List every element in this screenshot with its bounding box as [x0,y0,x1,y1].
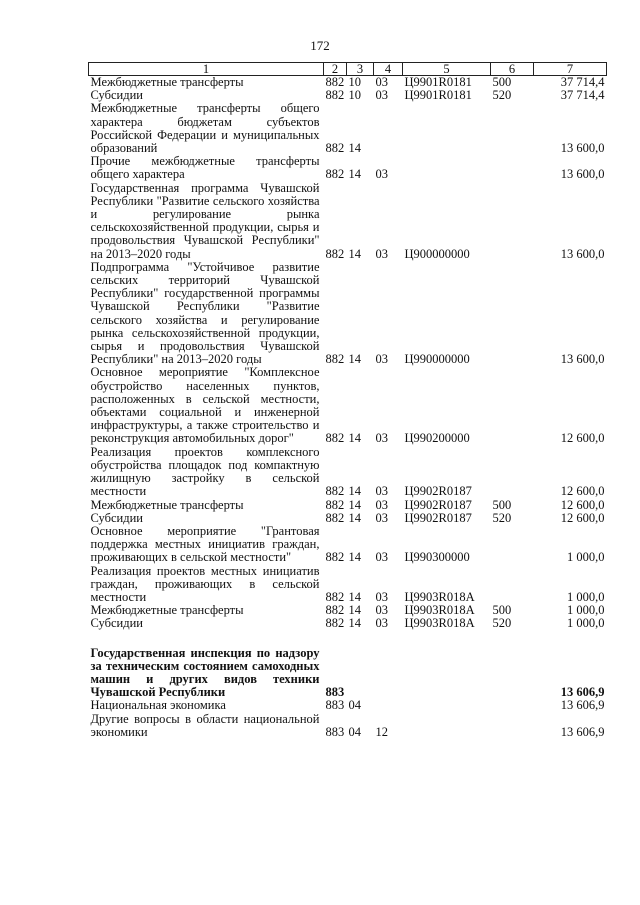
amount-cell: 13 606,9 [560,685,605,700]
row-name-cell: Основное мероприятие "Грантовая поддержка местных инициатив граждан, проживающих в сельской местности" [90,523,320,565]
header-cell: 2 [324,63,347,76]
table-row [89,366,607,445]
code-expense-type-cell: 520 [492,510,512,525]
code-section-cell: 10 [348,75,361,89]
spacer-cell [89,631,607,647]
amount-cell: 13 600,0 [560,246,605,261]
table-row [89,512,607,525]
row-name-cell: Национальная экономика [90,698,226,713]
code-subsection-cell: 03 [375,550,388,565]
table-row [89,182,607,261]
row-name-cell: Реализация проектов комплексного обустройства площадок под компактную жилищную застройку в сельской местности [90,444,320,499]
code-target-cell: Ц9902R0187 [404,484,472,499]
amount-cell: 1 000,0 [567,603,605,618]
row-name-cell: Подпрограмма "Устойчивое развитие сельских территорий Чувашской Республики" государственной программы Чувашской Республики "Развитие сельского хозяйства и регулирование рынка сельскохозяйственной продукции, сырья и продовольствия Чувашской Республики" на 2013–2020 годы [90,259,320,367]
code-subsection-cell: 03 [375,75,388,89]
table-body [89,63,607,739]
table-row [89,565,607,605]
code-expense-type-cell [491,366,534,445]
code-target-cell [403,155,491,181]
code-admin-cell: 882 [325,167,345,182]
code-admin-cell: 882 [325,88,345,103]
code-expense-type-cell: 500 [492,603,512,618]
table-row [89,699,607,712]
code-section-cell: 14 [348,497,361,512]
code-subsection-cell [374,102,403,155]
code-admin-cell: 882 [325,550,345,565]
code-expense-type-cell [491,155,534,181]
code-expense-type-cell [491,182,534,261]
amount-cell: 1 000,0 [567,616,605,631]
code-admin-cell: 882 [325,484,345,499]
code-expense-type-cell [491,713,534,739]
code-expense-type-cell [491,699,534,712]
code-target-cell [403,102,491,155]
spacer-row [89,631,607,647]
code-admin-cell: 882 [325,141,345,156]
code-target-cell: Ц9903R018A [404,603,475,618]
row-name-cell: Субсидии [90,510,143,525]
table-row [89,713,607,739]
code-subsection-cell: 03 [375,167,388,182]
code-target-cell: Ц990300000 [404,550,470,565]
table-row [89,604,607,617]
amount-cell: 1 000,0 [567,550,605,565]
amount-cell: 12 600,0 [560,510,605,525]
header-cell: 7 [534,63,607,76]
code-expense-type-cell [491,647,534,700]
code-subsection-cell: 03 [375,246,388,261]
code-target-cell [403,699,491,712]
code-target-cell [403,713,491,739]
code-target-cell: Ц990200000 [404,431,470,446]
code-section-cell [347,647,374,700]
code-admin-cell: 882 [325,510,345,525]
table-row [89,102,607,155]
code-section-cell: 14 [348,141,361,156]
header-cell: 1 [89,63,324,76]
code-section-cell: 14 [348,484,361,499]
code-admin-cell: 883 [325,685,345,700]
amount-cell: 12 600,0 [560,431,605,446]
row-name-cell: Прочие межбюджетные трансферты общего характера [90,154,320,182]
code-target-cell: Ц9903R018A [404,589,475,604]
code-subsection-cell [374,699,403,712]
code-admin-cell: 883 [325,724,345,739]
code-section-cell: 14 [348,589,361,604]
code-subsection-cell: 03 [375,510,388,525]
code-section-cell: 10 [348,88,361,103]
code-admin-cell: 882 [325,497,345,512]
code-expense-type-cell [491,565,534,605]
amount-cell: 37 714,4 [560,88,605,103]
code-target-cell: Ц9901R0181 [404,75,472,89]
code-admin-cell: 882 [325,352,345,367]
code-section-cell: 14 [348,167,361,182]
page-number: 172 [310,38,330,53]
amount-cell: 12 600,0 [560,484,605,499]
code-subsection-cell: 03 [375,431,388,446]
code-admin-cell: 882 [325,246,345,261]
code-section-cell: 14 [348,603,361,618]
code-subsection-cell: 03 [375,497,388,512]
code-expense-type-cell [491,525,534,565]
header-cell: 6 [491,63,534,76]
header-cell: 5 [403,63,491,76]
code-expense-type-cell: 520 [492,88,512,103]
code-admin-cell: 882 [325,603,345,618]
row-name-cell: Межбюджетные трансферты общего характера бюджетам субъектов Российской Федерации и муниципальных образований [90,101,320,156]
table-row [89,525,607,565]
row-name-cell: Другие вопросы в области национальной экономики [90,711,320,739]
code-admin-cell: 882 [325,589,345,604]
table-row [89,647,607,700]
code-subsection-cell: 03 [375,616,388,631]
code-subsection-cell: 03 [375,352,388,367]
table-row [89,261,607,367]
amount-cell: 1 000,0 [567,589,605,604]
code-section-cell: 14 [348,550,361,565]
code-target-cell: Ц990000000 [404,352,470,367]
code-section-cell: 14 [348,246,361,261]
row-name-cell: Межбюджетные трансферты [90,497,244,512]
row-name-cell: Межбюджетные трансферты [90,603,244,618]
code-expense-type-cell: 500 [492,497,512,512]
code-section-cell: 14 [348,510,361,525]
code-subsection-cell: 03 [375,603,388,618]
code-expense-type-cell [491,446,534,499]
code-section-cell: 14 [348,431,361,446]
amount-cell: 13 606,9 [560,698,605,713]
header-cell: 3 [347,63,374,76]
code-target-cell: Ц9902R0187 [404,497,472,512]
code-subsection-cell: 03 [375,589,388,604]
table-header-row [89,63,607,76]
table-row [89,155,607,181]
code-expense-type-cell [491,102,534,155]
code-target-cell: Ц9903R018A [404,616,475,631]
row-name-cell: Субсидии [90,88,143,103]
row-name-cell: Межбюджетные трансферты [90,75,244,89]
code-subsection-cell: 12 [375,724,388,739]
code-subsection-cell [374,647,403,700]
amount-cell: 12 600,0 [560,497,605,512]
row-name-cell: Государственная инспекция по надзору за техническим состоянием самоходных машин и других видов техники Чувашской Республики [90,645,320,700]
code-section-cell: 14 [348,352,361,367]
code-expense-type-cell [491,261,534,367]
row-name-cell: Государственная программа Чувашской Республики "Развитие сельского хозяйства и регулирование рынка сельскохозяйственной продукции, сырья и продовольствия Чувашской Республики" на 2013–2020 годы [90,180,320,261]
code-expense-type-cell: 500 [492,75,512,89]
header-cell: 4 [374,63,403,76]
budget-table [88,62,607,739]
amount-cell: 13 606,9 [560,724,605,739]
code-subsection-cell: 03 [375,88,388,103]
code-subsection-cell: 03 [375,484,388,499]
amount-cell: 13 600,0 [560,167,605,182]
row-name-cell: Реализация проектов местных инициатив граждан, проживающих в сельской местности [90,563,320,604]
code-admin-cell: 882 [325,616,345,631]
code-section-cell: 04 [348,724,361,739]
row-name-cell: Основное мероприятие "Комплексное обустройство населенных пунктов, расположенных в сельской местности, объектами социальной и инженерной инфраструктуры, а также строительство и реконструкция автомобильных дорог" [90,365,320,446]
code-section-cell: 14 [348,616,361,631]
code-admin-cell: 883 [325,698,345,713]
table-row [89,76,607,90]
amount-cell: 13 600,0 [560,352,605,367]
code-admin-cell: 882 [325,431,345,446]
code-target-cell: Ц9901R0181 [404,88,472,103]
amount-cell: 13 600,0 [560,141,605,156]
code-target-cell [403,647,491,700]
amount-cell: 37 714,4 [560,75,605,89]
row-name-cell: Субсидии [90,616,143,631]
code-target-cell: Ц900000000 [404,246,470,261]
table-row [89,446,607,499]
code-admin-cell: 882 [325,75,345,89]
code-target-cell: Ц9902R0187 [404,510,472,525]
code-expense-type-cell: 520 [492,616,512,631]
table-row [89,499,607,512]
table-row [89,617,607,630]
code-section-cell: 04 [348,698,361,713]
